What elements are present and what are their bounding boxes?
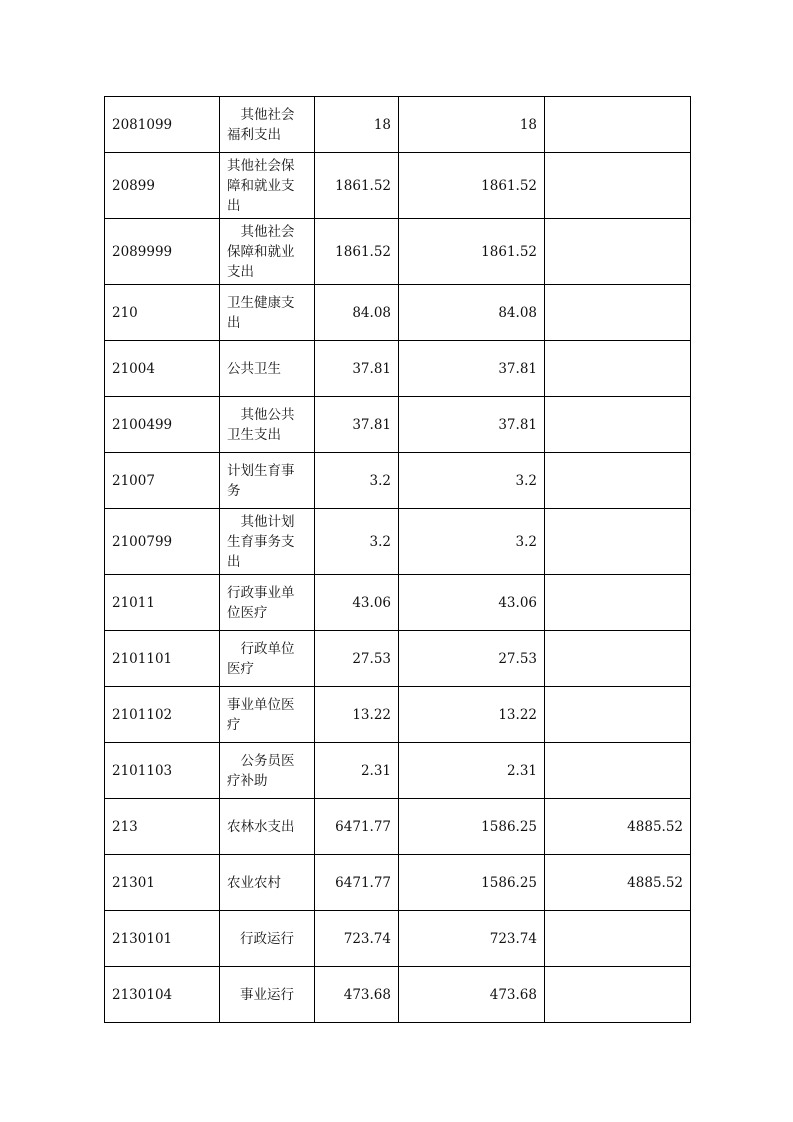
row-project — [545, 631, 691, 687]
row-code: 2101101 — [105, 631, 220, 687]
table-row — [105, 799, 691, 855]
row-total: 13.22 — [315, 687, 399, 743]
row-code: 213 — [105, 799, 220, 855]
row-name: 其他计划生育事务支出 — [220, 509, 315, 575]
row-basic: 37.81 — [399, 397, 545, 453]
row-name: 其他社会福利支出 — [220, 97, 315, 153]
row-total: 37.81 — [315, 397, 399, 453]
row-code: 2100799 — [105, 509, 220, 575]
table-row — [105, 855, 691, 911]
row-name: 其他社会保障和就业支出 — [220, 219, 315, 285]
row-basic: 18 — [399, 97, 545, 153]
row-code: 2081099 — [105, 97, 220, 153]
row-basic: 2.31 — [399, 743, 545, 799]
table-row — [105, 509, 691, 575]
row-code: 2101103 — [105, 743, 220, 799]
row-code: 2089999 — [105, 219, 220, 285]
row-name: 农业农村 — [220, 855, 315, 911]
row-name: 其他公共卫生支出 — [220, 397, 315, 453]
row-project — [545, 341, 691, 397]
table-row — [105, 687, 691, 743]
row-code: 2100499 — [105, 397, 220, 453]
row-total: 6471.77 — [315, 855, 399, 911]
row-project — [545, 509, 691, 575]
table-row — [105, 743, 691, 799]
row-name: 行政运行 — [220, 911, 315, 967]
row-basic: 13.22 — [399, 687, 545, 743]
table-row — [105, 285, 691, 341]
row-name: 公务员医疗补助 — [220, 743, 315, 799]
row-total: 18 — [315, 97, 399, 153]
row-code: 21011 — [105, 575, 220, 631]
row-total: 1861.52 — [315, 153, 399, 219]
row-basic: 1586.25 — [399, 855, 545, 911]
row-total: 27.53 — [315, 631, 399, 687]
table-row — [105, 453, 691, 509]
row-basic: 723.74 — [399, 911, 545, 967]
row-code: 210 — [105, 285, 220, 341]
row-basic: 43.06 — [399, 575, 545, 631]
row-total: 43.06 — [315, 575, 399, 631]
row-total: 723.74 — [315, 911, 399, 967]
row-total: 2.31 — [315, 743, 399, 799]
row-project: 4885.52 — [545, 855, 691, 911]
table-row — [105, 911, 691, 967]
row-code: 21007 — [105, 453, 220, 509]
row-name: 事业单位医疗 — [220, 687, 315, 743]
row-name: 农林水支出 — [220, 799, 315, 855]
row-basic: 1586.25 — [399, 799, 545, 855]
table-row — [105, 575, 691, 631]
row-project — [545, 153, 691, 219]
row-basic: 3.2 — [399, 509, 545, 575]
row-basic: 473.68 — [399, 967, 545, 1023]
table-row — [105, 97, 691, 153]
row-project — [545, 743, 691, 799]
row-basic: 3.2 — [399, 453, 545, 509]
row-project — [545, 97, 691, 153]
row-project — [545, 453, 691, 509]
row-name: 其他社会保障和就业支出 — [220, 153, 315, 219]
row-basic: 1861.52 — [399, 153, 545, 219]
row-code: 2101102 — [105, 687, 220, 743]
table-row — [105, 397, 691, 453]
row-project — [545, 285, 691, 341]
row-code: 20899 — [105, 153, 220, 219]
row-project: 4885.52 — [545, 799, 691, 855]
row-project — [545, 575, 691, 631]
row-total: 37.81 — [315, 341, 399, 397]
row-name: 公共卫生 — [220, 341, 315, 397]
row-name: 卫生健康支出 — [220, 285, 315, 341]
budget-table — [104, 96, 691, 1023]
row-code: 2130104 — [105, 967, 220, 1023]
row-basic: 37.81 — [399, 341, 545, 397]
row-total: 473.68 — [315, 967, 399, 1023]
row-project — [545, 911, 691, 967]
row-total: 84.08 — [315, 285, 399, 341]
row-project — [545, 219, 691, 285]
row-basic: 84.08 — [399, 285, 545, 341]
row-basic: 27.53 — [399, 631, 545, 687]
row-name: 行政单位医疗 — [220, 631, 315, 687]
row-basic: 1861.52 — [399, 219, 545, 285]
table-row — [105, 153, 691, 219]
row-name: 计划生育事务 — [220, 453, 315, 509]
row-project — [545, 687, 691, 743]
row-code: 21301 — [105, 855, 220, 911]
row-code: 2130101 — [105, 911, 220, 967]
row-total: 3.2 — [315, 509, 399, 575]
row-project — [545, 967, 691, 1023]
table-row — [105, 341, 691, 397]
row-project — [545, 397, 691, 453]
table-row — [105, 631, 691, 687]
row-total: 6471.77 — [315, 799, 399, 855]
table-row — [105, 967, 691, 1023]
row-code: 21004 — [105, 341, 220, 397]
row-total: 3.2 — [315, 453, 399, 509]
row-name: 事业运行 — [220, 967, 315, 1023]
row-name: 行政事业单位医疗 — [220, 575, 315, 631]
row-total: 1861.52 — [315, 219, 399, 285]
table-row — [105, 219, 691, 285]
